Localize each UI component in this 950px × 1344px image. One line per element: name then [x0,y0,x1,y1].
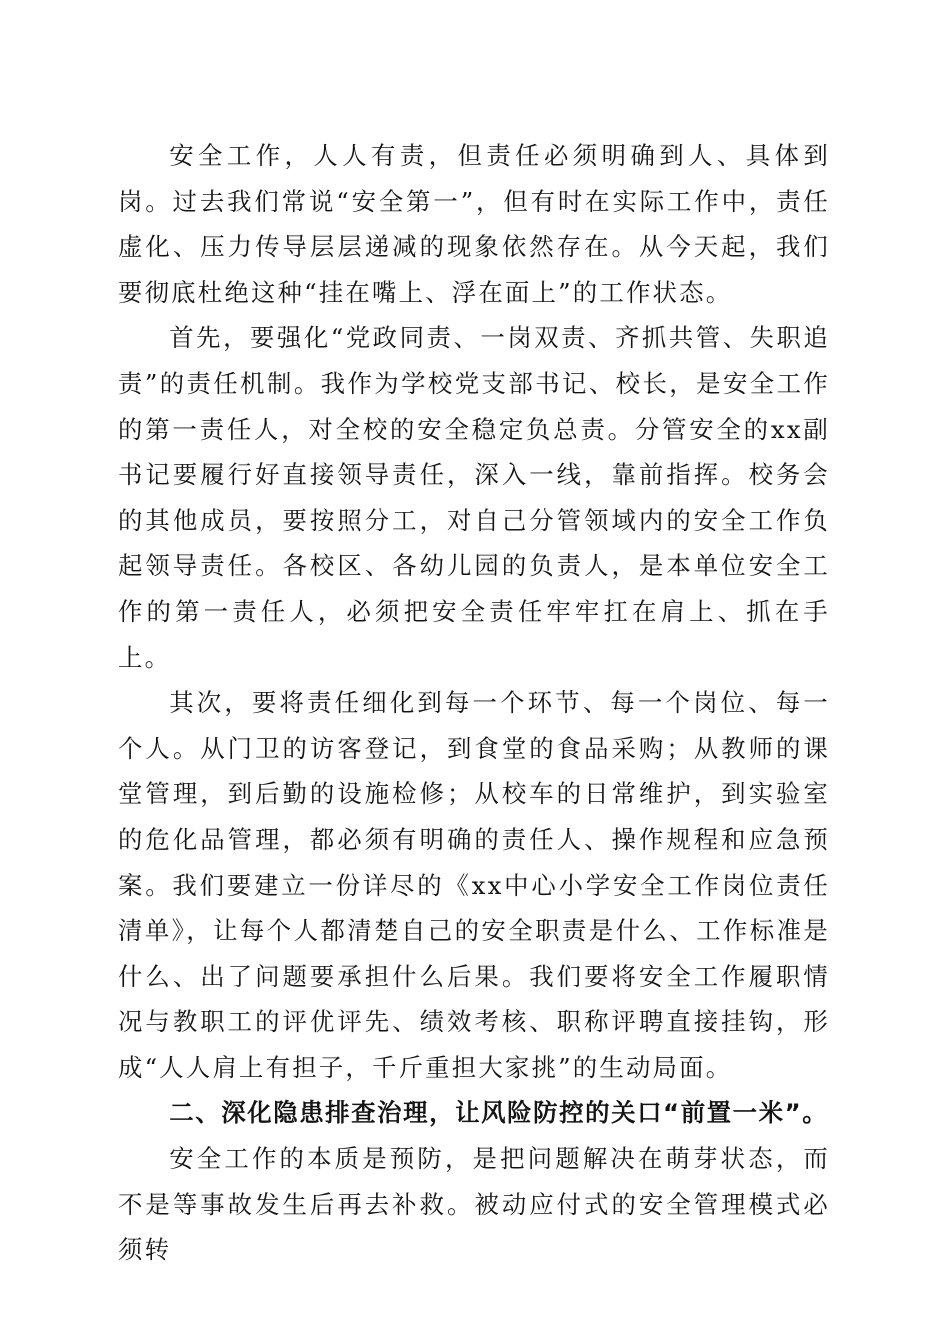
paragraph-responsibility-mechanism: 首先，要强化“党政同责、一岗双责、齐抓共管、失职追责”的责任机制。我作为学校党支部书记、校长，是安全工作的第一责任人，对全校的安全稳定负总责。分管安全的xx副书记要履行好直接领导责任，深入一线，靠前指挥。校务会的其他成员，要按照分工，对自己分管领域内的安全工作负起领导责任。各校区、各幼儿园的负责人，是本单位安全工作的第一责任人，必须把安全责任牢牢扛在肩上、抓在手上。 [118,323,830,672]
document-body [118,133,830,1273]
paragraph-prevention: 安全工作的本质是预防，是把问题解决在萌芽状态，而不是等事故发生后再去补救。被动应付式的安全管理模式必须转 [118,1144,830,1265]
paragraph-responsibility-intro: 安全工作，人人有责，但责任必须明确到人、具体到岗。过去我们常说“安全第一”，但有时在实际工作中，责任虚化、压力传导层层递减的现象依然存在。从今天起，我们要彻底杜绝这种“挂在嘴上、浮在面上”的工作状态。 [118,141,830,307]
paragraph-responsibility-details: 其次，要将责任细化到每一个环节、每一个岗位、每一个人。从门卫的访客登记，到食堂的食品采购；从教师的课堂管理，到后勤的设施检修；从校车的日常维护，到实验室的危化品管理，都必须有明确的责任人、操作规程和应急预案。我们要建立一份详尽的《xx中心小学安全工作岗位责任清单》，让每个人都清楚自己的安全职责是什么、工作标准是什么、出了问题要承担什么后果。我们要将安全工作履职情况与教职工的评优评先、绩效考核、职称评聘直接挂钩，形成“人人肩上有担子，千斤重担大家挑”的生动局面。 [118,688,830,1082]
section-heading-hazard-inspection: 二、深化隐患排查治理，让风险防控的关口“前置一米”。 [169,1098,829,1128]
